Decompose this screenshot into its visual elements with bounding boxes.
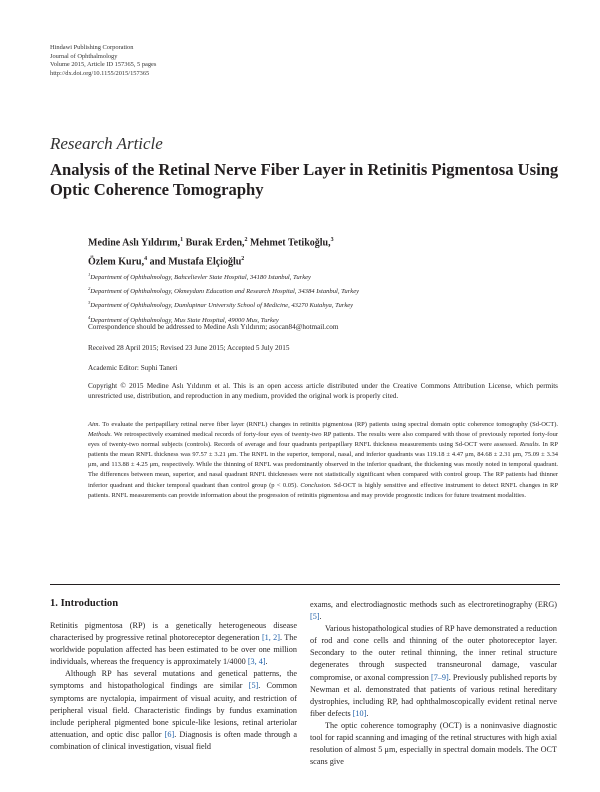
citation-link[interactable]: [7–9] <box>430 672 449 682</box>
abstract-results-label: Results. <box>519 441 541 449</box>
author-name: Mehmet Tetikoğlu, <box>247 237 331 249</box>
abstract-methods: We retrospectively examined medical records of forty-four eyes of twenty-two RP patients. The results were also compared with those of previously reported forty-four eyes of twenty-two normal subjects (controls). Records of average and four quadrants peripapillary RNFL thickness measurements using Sd-OCT were assessed. <box>88 431 558 449</box>
abstract-aim: To evaluate the peripapillary retinal nerve fiber layer (RNFL) changes in retinitis pigmentosa (RP) patients using spectral domain optic coherence tomography (Sd-OCT). <box>100 421 558 428</box>
doi-link[interactable]: http://dx.doi.org/10.1155/2015/157365 <box>50 69 150 77</box>
text-run: Although RP has several mutations and genetical patterns, the symptoms and histopathological findings are similar <box>50 669 297 691</box>
affiliation-text: Department of Ophthalmology, Okmeydanı Education and Research Hospital, 34384 Istanbul, Turkey <box>90 288 360 296</box>
intro-paragraph <box>310 623 557 720</box>
citation-link[interactable]: [5] <box>248 681 259 691</box>
abstract <box>88 420 558 501</box>
correspondence: Correspondence should be addressed to Medine Aslı Yıldırım; asocan84@hotmail.com <box>88 323 339 331</box>
affiliation-list <box>88 269 558 326</box>
citation-link[interactable]: [5] <box>310 612 320 622</box>
affiliation-sup: 3 <box>88 300 91 306</box>
affiliation-text: Department of Ophthalmology, Bahcelievler State Hospital, 34180 Istanbul, Turkey <box>90 274 311 282</box>
citation-link[interactable]: [1, 2] <box>261 633 281 643</box>
author-sup: 2 <box>241 256 245 263</box>
text-run: . <box>319 612 322 622</box>
publication-dates: Received 28 April 2015; Revised 23 June 2015; Accepted 5 July 2015 <box>88 344 290 352</box>
academic-editor: Academic Editor: Suphi Taneri <box>88 364 178 372</box>
author-name: and Mustafa Elçioğlu <box>147 256 242 268</box>
author-name: Burak Erden, <box>183 237 245 249</box>
abstract-aim-label: Aim. <box>88 421 101 428</box>
affiliation-text: Department of Ophthalmology, Mus State Hospital, 49000 Mus, Turkey <box>90 316 279 324</box>
publisher: Hindawi Publishing Corporation <box>50 44 134 51</box>
copyright-notice: Copyright © 2015 Medine Aslı Yıldırım et al. This is an open access article distributed under the Creative Commons Attribution License, which permits unrestricted use, distribution, and reproduction in any medium, provided the original work is properly cited. <box>88 382 558 400</box>
citation-link[interactable]: [6] <box>164 729 175 739</box>
body-column-right <box>310 599 557 768</box>
text-run: Various histopathological studies of RP have demonstrated a reduction of rod and cone cells and thinning of the outer photoreceptor layer. Secondary to the outer retinal thinning, the inner retinal structure degenerates through suspected transneuronal damage, vascular compromise, or axonal compression <box>310 624 557 682</box>
volume-line: Volume 2015, Article ID 157365, 5 pages <box>50 61 157 69</box>
author-sup: 1 <box>180 237 184 243</box>
intro-paragraph <box>50 668 297 753</box>
intro-paragraph: The optic coherence tomography (OCT) is a noninvasive diagnostic tool for rapid scanning and imaging of the retinal structures with high axial resolution of almost 5 μm, especially in spectral domain models. The OCT scans give <box>310 720 557 767</box>
author-name: Özlem Kuru, <box>88 256 145 268</box>
text-run: . Common symptoms are nyctalopia, impairment of visual acuity, and restriction of peripheral visual field. Characteristic findings by fundus examination include peripheral pigmented bone spicule-like lesions, retinal arteriolar attenuation, and optic disc pallor <box>50 681 298 739</box>
text-run: exams, and electrodiagnostic methods such as electroretinography (ERG) <box>310 600 557 609</box>
affiliation-text: Department of Ophthalmology, Dumlupinar University School of Medicine, 43270 Kutahya, Turkey <box>90 302 354 310</box>
body-column-left <box>50 620 297 753</box>
author-sup: 3 <box>330 237 334 243</box>
section-divider <box>50 584 560 585</box>
author-sup: 2 <box>244 237 248 243</box>
abstract-methods-label: Methods. <box>88 431 113 439</box>
citation-link[interactable]: [3, 4] <box>247 657 266 667</box>
text-run: . Previously published reports by Newman et al. demonstrated that patients of various retinal hereditary dystrophies, including RP, had ophthalmoscopically evident retinal nerve fiber defects <box>310 672 557 718</box>
intro-paragraph <box>50 620 297 668</box>
author-list <box>88 232 548 271</box>
text-run: . Diagnosis is often made through a combination of clinical investigation, visual field <box>50 729 297 751</box>
citation-link[interactable]: [10] <box>352 708 367 718</box>
section-heading-introduction: 1. Introduction <box>50 598 119 609</box>
affiliation <box>88 297 558 311</box>
affiliation <box>88 283 558 297</box>
abstract-conclusion-label: Conclusion. <box>300 481 332 489</box>
text-run: . <box>265 657 268 667</box>
paper-title: Analysis of the Retinal Nerve Fiber Layer in Retinitis Pigmentosa Using Optic Coherence Tomography <box>50 160 559 199</box>
affiliation <box>88 269 558 283</box>
affiliation-sup: 2 <box>88 286 91 292</box>
abstract-conclusion: Sd-OCT is highly sensitive and effective instrument to detect RNFL changes in RP patients. RNFL measurements can provide information about the progression of retinitis pigmentosa and may provide prognostic indices for future treatment modalities. <box>88 481 558 499</box>
text-run: . The worldwide population affected has been estimated to be over one million individuals, whereas the frequency is approximately 1/4000 <box>50 633 298 667</box>
journal-meta <box>50 44 156 78</box>
article-type: Research Article <box>50 134 163 153</box>
affiliation-sup: 1 <box>88 272 91 277</box>
intro-paragraph <box>310 599 557 623</box>
text-run: Retinitis pigmentosa (RP) is a genetically heterogeneous disease characterised by progressive retinal photoreceptor degeneration <box>50 621 297 643</box>
author-sup: 4 <box>144 256 148 263</box>
abstract-results: In RP patients the mean RNFL thickness was 97.57 ± 3.21 μm. The RNFL in the superior, temporal, nasal, and inferior quadrants was 119.18 ± 4.47 μm, 84.68 ± 2.31 μm, 75.09 ± 3.34 μm, and 113.88 ± 4.25 μm, respectively. While the thinning of RNFL was predominantly observed in the inferior quadrant, the thickening was mostly noted in temporal quadrant. The differences between mean, superior, and nasal quadrant RNFL thicknesses were not statistically significant when compared with control group. The RP patients had thinner inferior quadrant and thicker temporal quadrant than control group (p < 0.05). <box>88 441 558 489</box>
affiliation-sup: 4 <box>88 314 91 320</box>
journal-name: Journal of Ophthalmology <box>50 52 118 60</box>
text-run: . <box>366 708 369 718</box>
author-name: Medine Aslı Yıldırım, <box>88 237 181 249</box>
